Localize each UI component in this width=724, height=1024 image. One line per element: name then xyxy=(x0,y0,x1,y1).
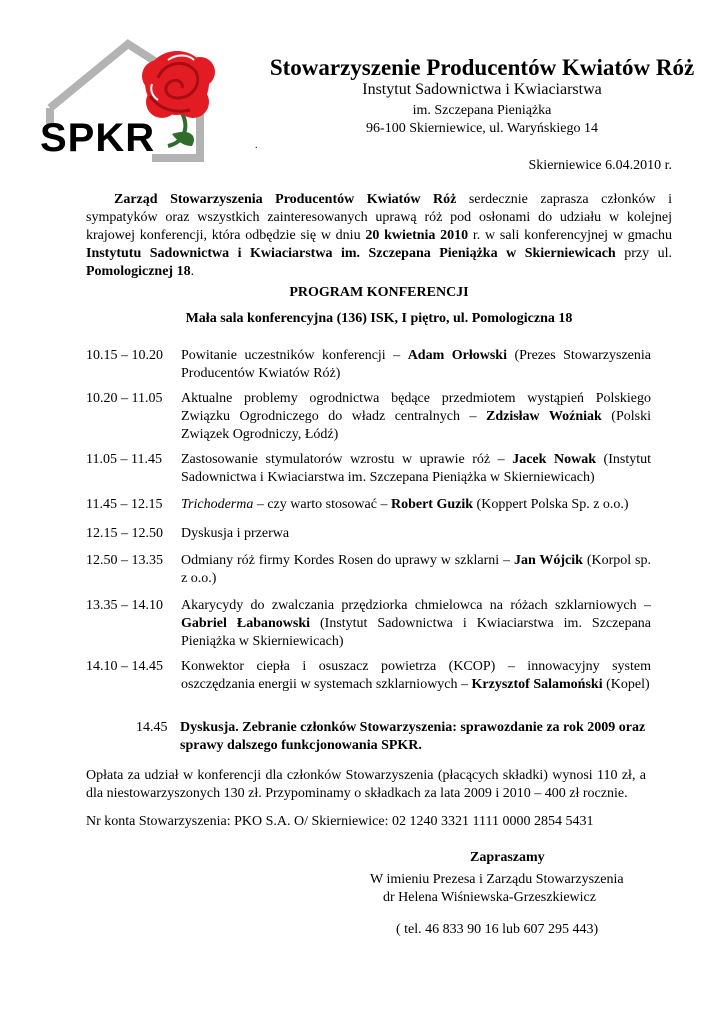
program-venue: Mała sala konferencyjna (136) ISK, I piętro, ul. Pomologiczna 18 xyxy=(185,311,573,326)
org-title: Stowarzyszenie Producentów Kwiatów Róż xyxy=(269,55,695,80)
logo-text: SPKR xyxy=(40,116,156,160)
item-speaker: Jacek Nowak xyxy=(512,452,596,467)
intro-org: Zarząd Stowarzyszenia Producentów Kwiatów Róż xyxy=(114,192,457,207)
signature-behalf: W imieniu Prezesa i Zarządu Stowarzyszenia xyxy=(370,872,624,887)
item-text: Zastosowanie stymulatorów wzrostu w uprawie róż – xyxy=(181,452,513,467)
item-time: 12.15 – 12.50 xyxy=(86,526,163,541)
item-affiliation: (Koppert Polska Sp. z o.o.) xyxy=(473,497,629,512)
signature-name: dr Helena Wiśniewska-Grzeszkiewicz xyxy=(383,890,596,905)
org-patron: im. Szczepana Pieniążka xyxy=(412,103,552,118)
item-time: 11.05 – 11.45 xyxy=(86,452,162,467)
bank-account: Nr konta Stowarzyszenia: PKO S.A. O/ Skierniewice: 02 1240 3321 1111 0000 2854 5431 xyxy=(86,814,594,829)
item-speaker: Krzysztof Salamoński xyxy=(471,677,603,692)
item-affiliation: (Prezes Stowarzyszenia Producentów Kwiatów Róż) xyxy=(181,348,652,381)
item-affiliation: (Instytut Sadownictwa i Kwiaciarstwa im. Szczepana Pieniążka w Skierniewicach) xyxy=(181,616,651,649)
closing-time: 14.45 xyxy=(136,720,168,735)
letter-date: Skierniewice 6.04.2010 r. xyxy=(528,158,672,173)
closing-text: Dyskusja. Zebranie członków Stowarzyszenia: sprawozdanie za rok 2009 oraz sprawy dalszego funkcjonowania SPKR. xyxy=(180,720,646,753)
item-speaker: Adam Orłowski xyxy=(407,348,507,363)
spkr-logo xyxy=(40,38,260,163)
item-affiliation: (Kopel) xyxy=(602,677,650,692)
item-text: Odmiany róż firmy Kordes Rosen do uprawy w szklarni – xyxy=(181,553,514,568)
item-time: 12.50 – 13.35 xyxy=(86,553,163,568)
item-time: 10.20 – 11.05 xyxy=(86,391,163,406)
item-affiliation: (Instytut Sadownictwa i Kwiaciarstwa im. Szczepana Pieniążka w Skierniewicach) xyxy=(181,452,651,485)
intro-text-1: serdecznie zaprasza członków i sympatyków oraz wszystkich zainteresowanych uprawą róż pod osłonami do udziału w kolejnej krajowej konferencji, która odbędzie się w dniu xyxy=(86,192,672,243)
contact-phone: ( tel. 46 833 90 16 lub 607 295 443) xyxy=(396,922,599,937)
item-speaker: Zdzisław Woźniak xyxy=(485,409,602,424)
item-text: Powitanie uczestników konferencji – xyxy=(181,348,408,363)
intro-text-3: przy ul. xyxy=(615,246,673,261)
item-speaker: Jan Wójcik xyxy=(513,553,583,568)
item-text: – czy warto stosować – xyxy=(253,497,391,512)
program-title: PROGRAM KONFERENCJI xyxy=(289,285,469,300)
header-dot: . xyxy=(255,140,258,151)
signature-invite: Zapraszamy xyxy=(470,850,545,865)
org-subtitle: Instytut Sadownictwa i Kwiaciarstwa xyxy=(362,81,602,98)
intro-text-4: . xyxy=(190,264,195,279)
item-time: 14.10 – 14.45 xyxy=(86,659,163,674)
org-address: 96-100 Skierniewice, ul. Waryńskiego 14 xyxy=(366,121,598,136)
item-affiliation: (Polski Związek Ogrodniczy, Łódź) xyxy=(181,409,651,442)
item-time: 11.45 – 12.15 xyxy=(86,497,163,512)
intro-institute: Instytutu Sadownictwa i Kwiaciarstwa im. Szczepana Pieniążka w Skierniewicach xyxy=(86,246,616,261)
item-text: Aktualne problemy ogrodnictwa będące przedmiotem wystąpień Polskiego Związku Ogrodniczego do władz centralnych – xyxy=(181,391,651,424)
intro-paragraph xyxy=(86,191,672,281)
item-speaker: Gabriel Łabanowski xyxy=(181,616,311,631)
item-time: 13.35 – 14.10 xyxy=(86,598,163,613)
item-affiliation: (Korpol sp. z o.o.) xyxy=(181,553,651,586)
fee-paragraph: Opłata za udział w konferencji dla członków Stowarzyszenia (płacących składki) wynosi 110 zł, a dla niestowarzyszonych 130 zł. Przypominamy o składkach za lata 2009 i 2010 – 400 zł rocznie. xyxy=(86,768,646,801)
intro-date: 20 kwietnia 2010 xyxy=(365,228,469,243)
item-speaker: Robert Guzik xyxy=(390,497,474,512)
item-time: 10.15 – 10.20 xyxy=(86,348,163,363)
item-text: Akarycydy do zwalczania przędziorka chmielowca na różach szklarniowych – xyxy=(181,598,651,613)
intro-street: Pomologicznej 18 xyxy=(86,264,191,279)
intro-text-2: r. w sali konferencyjnej w gmachu xyxy=(468,228,672,243)
item-italic: Trichoderma xyxy=(181,497,254,512)
item-text: Dyskusja i przerwa xyxy=(181,526,290,541)
item-text: Konwektor ciepła i osuszacz powietrza (KCOP) – innowacyjny system oszczędzania energii w systemach szklarniowych – xyxy=(181,659,651,692)
